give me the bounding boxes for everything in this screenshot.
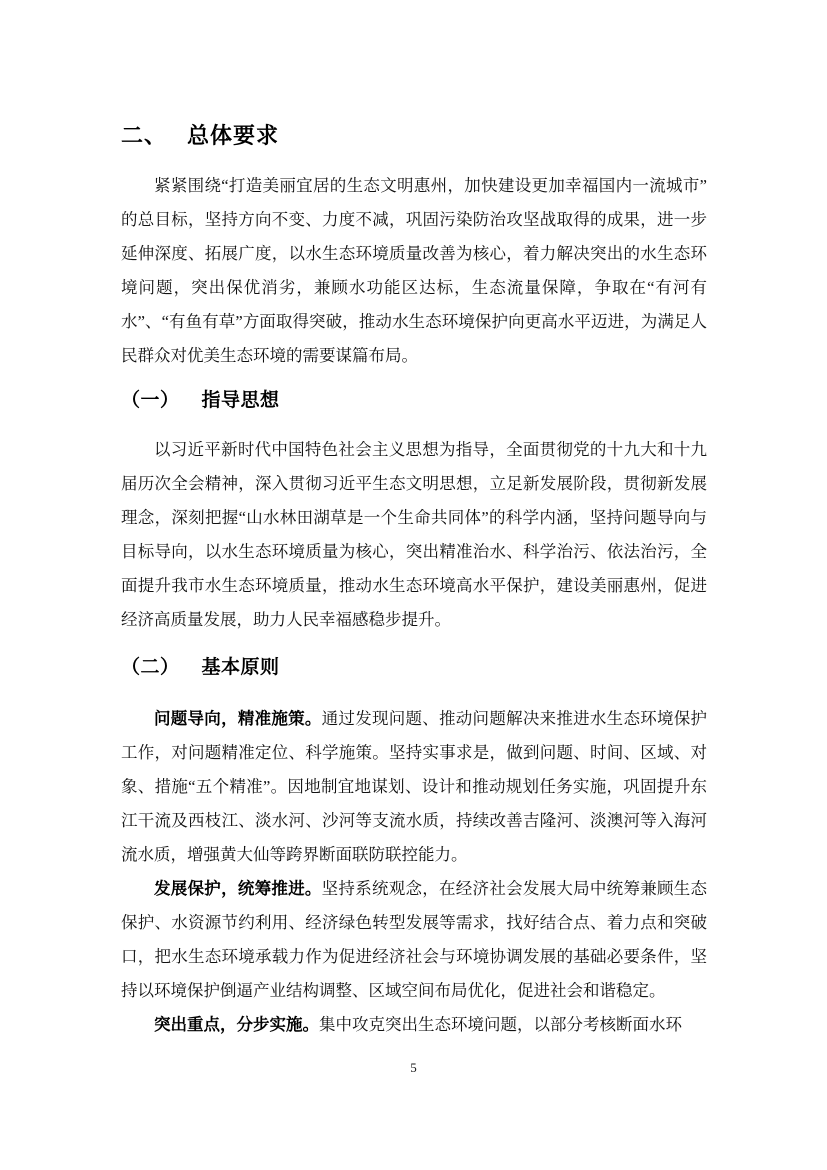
principle-paragraph-2 — [121, 872, 707, 1008]
sub-heading-basic-principles — [121, 654, 707, 682]
intro-paragraph: 紧紧围绕“打造美丽宜居的生态文明惠州，加快建设更加幸福国内一流城市”的总目标，坚持方向不变、力度不减，巩固污染防治攻坚战取得的成果，进一步延伸深度、拓展广度，以水生态环境质量改善为核心，着力解决突出的水生态环境问题，突出保优消劣，兼顾水功能区达标，生态流量保障，争取在“有河有水”、“有鱼有草”方面取得突破，推动水生态环境保护向更高水平迈进，为满足人民群众对优美生态环境的需要谋篇布局。 — [121, 176, 707, 365]
principle-3-lead: 突出重点，分步实施。 — [154, 1016, 319, 1034]
chapter-heading — [121, 121, 707, 151]
sub1-number: （一） — [121, 390, 180, 411]
principle-paragraph-3 — [121, 1008, 707, 1042]
principle-3-body: 集中攻克突出生态环境问题，以部分考核断面水环 — [319, 1015, 682, 1034]
sub1-title: 指导思想 — [201, 390, 280, 411]
principle-1-lead: 问题导向，精准施策。 — [154, 710, 322, 728]
guiding-ideology-paragraph: 以习近平新时代中国特色社会主义思想为指导，全面贯彻党的十九大和十九届历次全会精神，深入贯彻习近平生态文明思想，立足新发展阶段，贯彻新发展理念，深刻把握“山水林田湖草是一个生命共同体”的科学内涵，坚持问题导向与目标导向，以水生态环境质量为核心，突出精准治水、科学治污、依法治污，全面提升我市水生态环境质量，推动水生态环境高水平保护，建设美丽惠州，促进经济高质量发展，助力人民幸福感稳步提升。 — [121, 440, 707, 629]
chapter-number: 二、 — [121, 123, 168, 148]
principle-2-body: 坚持系统观念，在经济社会发展大局中统筹兼顾生态保护、水资源节约利用、经济绿色转型发展等需求，找好结合点、着力点和突破口，把水生态环境承载力作为促进经济社会与环境协调发展的基础必要条件，坚持以环境保护倒逼产业结构调整、区域空间布局优化，促进社会和谐稳定。 — [121, 879, 707, 1000]
principle-paragraph-1 — [121, 702, 707, 872]
chapter-title: 总体要求 — [187, 123, 280, 148]
page-number: 5 — [410, 1060, 417, 1075]
sub2-title: 基本原则 — [201, 657, 280, 678]
principle-2-lead: 发展保护，统筹推进。 — [154, 880, 322, 898]
principle-1-body: 通过发现问题、推动问题解决来推进水生态环境保护工作，对问题精准定位、科学施策。坚持实事求是，做到问题、时间、区域、对象、措施“五个精准”。因地制宜地谋划、设计和推动规划任务实施，巩固提升东江干流及西枝江、淡水河、沙河等支流水质，持续改善吉隆河、淡澳河等入海河流水质，增强黄大仙等跨界断面联防联控能力。 — [121, 709, 707, 864]
sub2-number: （二） — [121, 657, 180, 678]
sub-heading-guiding-ideology — [121, 387, 707, 415]
